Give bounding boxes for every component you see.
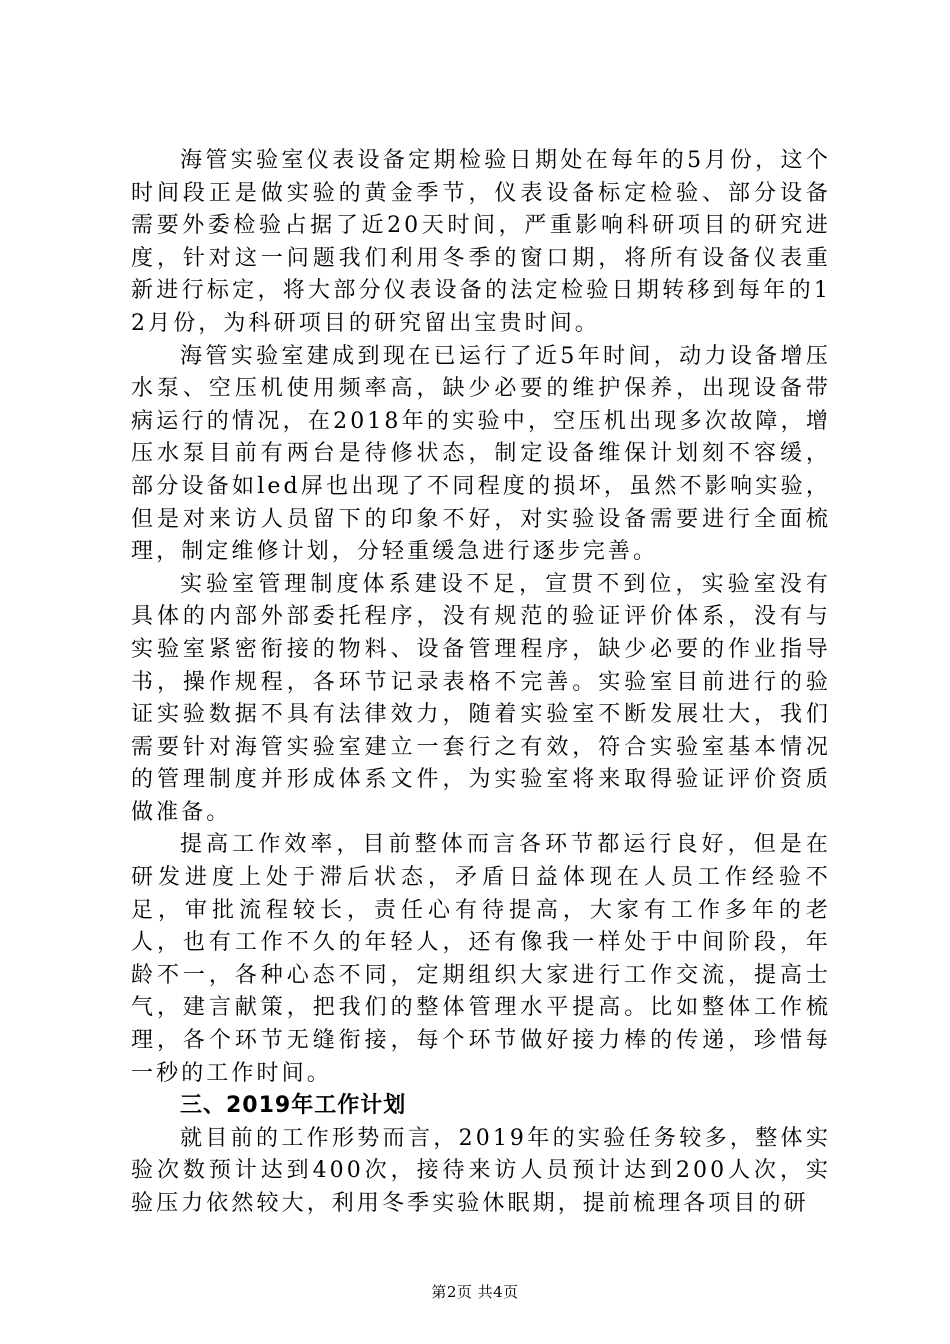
document-body <box>131 145 831 1221</box>
paragraph-2019-plan: 就目前的工作形势而言，2019年的实验任务较多，整体实验次数预计达到400次，接待来访人员预计达到200人次，实验压力依然较大，利用冬季实验休眠期，提前梳理各项目的研 <box>131 1125 831 1216</box>
paragraph-management-system: 实验室管理制度体系建设不足，宣贯不到位，实验室没有具体的内部外部委托程序，没有规范的验证评价体系，没有与实验室紧密衔接的物料、设备管理程序，缺少必要的作业指导书，操作规程，各环节记录表格不完善。实验室目前进行的验证实验数据不具有法律效力，随着实验室不断发展壮大，我们需要针对海管实验室建立一套行之有效，符合实验室基本情况的管理制度并形成体系文件，为实验室将来取得验证评价资质做准备。 <box>131 571 831 825</box>
paragraph-work-efficiency: 提高工作效率，目前整体而言各环节都运行良好，但是在研发进度上处于滞后状态，矛盾日益体现在人员工作经验不足，审批流程较长，责任心有待提高，大家有工作多年的老人，也有工作不久的年轻人，还有像我一样处于中间阶段，年龄不一，各种心态不同，定期组织大家进行工作交流，提高士气，建言献策，把我们的整体管理水平提高。比如整体工作梳理，各个环节无缝衔接，每个环节做好接力棒的传递，珍惜每一秒的工作时间。 <box>131 832 831 1086</box>
page-footer: 第2页 共4页 <box>431 1283 519 1301</box>
paragraph-inspection-schedule: 海管实验室仪表设备定期检验日期处在每年的5月份，这个时间段正是做实验的黄金季节，仪表设备标定检验、部分设备需要外委检验占据了近20天时间，严重影响科研项目的研究进度，针对这一问题我们利用冬季的窗口期，将所有设备仪表重新进行标定，将大部分仪表设备的法定检验日期转移到每年的12月份，为科研项目的研究留出宝贵时间。 <box>131 148 831 336</box>
paragraph-equipment-maintenance: 海管实验室建成到现在已运行了近5年时间，动力设备增压水泵、空压机使用频率高，缺少必要的维护保养，出现设备带病运行的情况，在2018年的实验中，空压机出现多次故障，增压水泵目前有两台是待修状态，制定设备维保计划刻不容缓，部分设备如led屏也出现了不同程度的损坏，虽然不影响实验，但是对来访人员留下的印象不好，对实验设备需要进行全面梳理，制定维修计划，分轻重缓急进行逐步完善。 <box>131 343 831 565</box>
section-heading-2019-plan: 三、2019年工作计划 <box>180 1093 407 1119</box>
